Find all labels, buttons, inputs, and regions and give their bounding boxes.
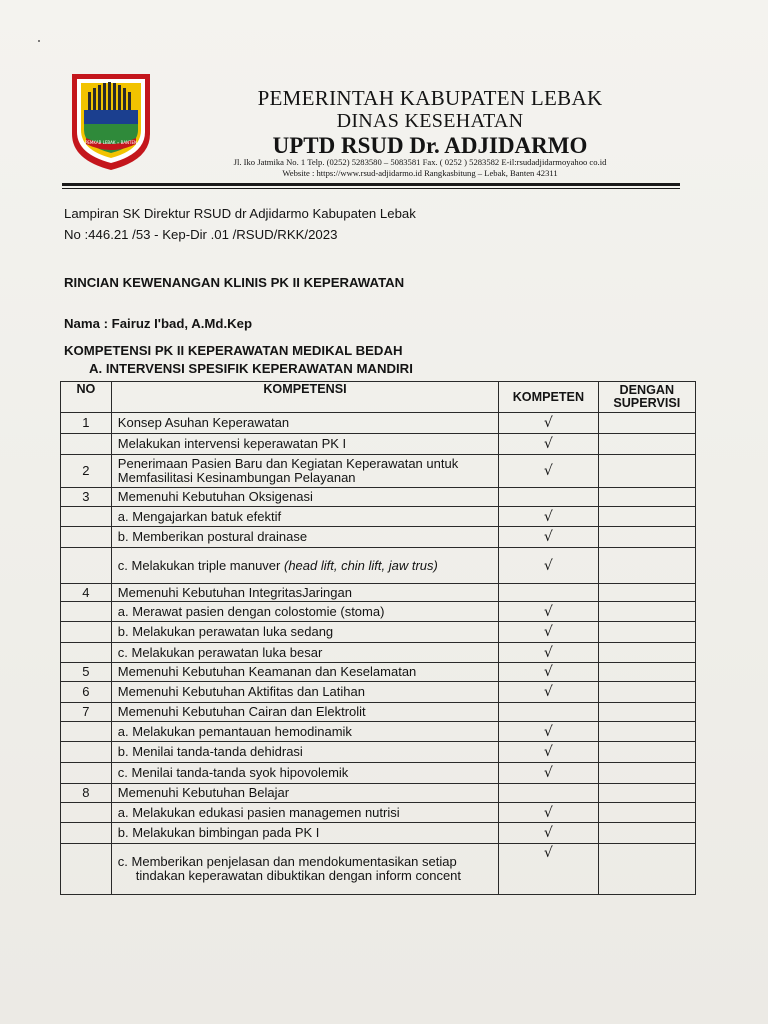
sub-competency-cell — [111, 823, 498, 844]
table-row — [61, 663, 696, 682]
supervisi-cell — [598, 602, 695, 622]
kompeten-check-cell — [499, 584, 598, 602]
kompeten-check-cell: √ — [499, 527, 598, 548]
competency-text — [118, 646, 492, 660]
kompeten-check-cell: √ — [499, 622, 598, 643]
supervisi-cell — [598, 643, 695, 663]
competency-label: b. Melakukan bimbingan pada PK I — [117, 825, 320, 840]
competency-label: c. Melakukan perawatan luka besar — [117, 644, 323, 660]
header-kompetensi: KOMPETENSI — [111, 382, 498, 413]
row-number: 3 — [61, 488, 112, 507]
sub-competency-cell — [111, 507, 498, 527]
section-heading: A. INTERVENSI SPESIFIK KEPERAWATAN MANDIRI — [89, 361, 413, 376]
table-row — [61, 682, 696, 703]
lebak-regency-logo-icon — [66, 68, 156, 172]
letterhead-government: PEMERINTAH KABUPATEN LEBAK — [257, 86, 603, 110]
supervisi-cell — [598, 784, 695, 803]
row-number: 8 — [61, 784, 112, 803]
table-row — [61, 763, 696, 784]
name-line — [64, 316, 252, 331]
competency-text — [118, 585, 352, 600]
table-row — [61, 527, 696, 548]
sub-competency-cell — [111, 742, 498, 763]
supervisi-cell — [598, 803, 695, 823]
row-number: 7 — [61, 703, 112, 722]
competency-italic-note: (head lift, chin lift, jaw trus) — [283, 557, 438, 573]
competency-label: Melakukan intervensi keperawatan PK I — [117, 436, 347, 451]
supervisi-cell — [598, 763, 695, 784]
row-number: 6 — [61, 682, 112, 703]
competency-heading: KOMPETENSI PK II KEPERAWATAN MEDIKAL BEDAH — [64, 343, 403, 358]
competency-text — [118, 704, 366, 719]
competency-label: Memenuhi Kebutuhan Aktifitas dan Latihan — [117, 684, 365, 699]
supervisi-cell — [598, 823, 695, 844]
kompeten-check-cell: √ — [499, 803, 598, 823]
competency-text — [118, 855, 492, 883]
letterhead-divider-thin — [62, 188, 680, 189]
competency-label: b. Melakukan perawatan luka sedang — [117, 624, 334, 639]
competency-label: c. Memberikan penjelasan dan mendokumentasikan setiap tindakan keperawatan dibuktikan dengan inform concent — [117, 854, 462, 883]
kompeten-check-cell: √ — [499, 548, 598, 584]
competency-label: a. Merawat pasien dengan colostomie (stoma) — [117, 603, 385, 619]
supervisi-cell — [598, 507, 695, 527]
competency-text — [118, 489, 313, 504]
competency-cell — [111, 703, 498, 722]
sub-competency-cell — [111, 643, 498, 663]
supervisi-cell — [598, 663, 695, 682]
table-row — [61, 488, 696, 507]
supervisi-cell — [598, 434, 695, 455]
kompeten-check-cell: √ — [499, 844, 598, 895]
supervisi-cell — [598, 488, 695, 507]
letterhead-divider-thick — [62, 183, 680, 186]
competency-cell — [111, 784, 498, 803]
table-row — [61, 507, 696, 527]
kompeten-check-cell: √ — [499, 602, 598, 622]
table-row — [61, 823, 696, 844]
decree-number: No :446.21 /53 - Kep-Dir .01 /RSUD/RKK/2023 — [64, 227, 338, 242]
header-supervisi — [598, 382, 695, 413]
kompeten-check-cell: √ — [499, 643, 598, 663]
row-number — [61, 507, 112, 527]
table-row — [61, 413, 696, 434]
table-row — [61, 742, 696, 763]
competency-cell — [111, 413, 498, 434]
table-row — [61, 584, 696, 602]
table-row — [61, 548, 696, 584]
attachment-line: Lampiran SK Direktur RSUD dr Adjidarmo Kabupaten Lebak — [64, 206, 416, 221]
competency-label: a. Melakukan edukasi pasien managemen nutrisi — [117, 804, 400, 820]
sub-competency-cell — [111, 527, 498, 548]
table-body — [61, 413, 696, 895]
competency-label: Penerimaan Pasien Baru dan Kegiatan Keperawatan untuk Memfasilitasi Kesinambungan Pelayanan — [117, 456, 459, 485]
row-number — [61, 548, 112, 584]
letterhead-website: Website : https://www.rsud-adjidarmo.id Rangkasbitung – Lebak, Banten 42311 — [282, 168, 558, 178]
table-row — [61, 643, 696, 663]
table-row — [61, 622, 696, 643]
competency-label: a. Melakukan pemantauan hemodinamik — [117, 723, 352, 739]
table-row — [61, 703, 696, 722]
row-number — [61, 803, 112, 823]
sub-competency-cell — [111, 763, 498, 784]
kompeten-check-cell — [499, 488, 598, 507]
kompeten-check-cell: √ — [499, 663, 598, 682]
supervisi-cell — [598, 527, 695, 548]
kompeten-check-cell: √ — [499, 434, 598, 455]
row-number — [61, 602, 112, 622]
table-row — [61, 844, 696, 895]
row-number — [61, 763, 112, 784]
table-row — [61, 434, 696, 455]
letterhead-department: DINAS KESEHATAN — [336, 110, 524, 132]
competency-cell — [111, 663, 498, 682]
competency-label: Memenuhi Kebutuhan Oksigenasi — [117, 489, 313, 504]
competency-cell — [111, 682, 498, 703]
competency-label: a. Mengajarkan batuk efektif — [117, 508, 282, 524]
name-label: Nama — [64, 316, 100, 331]
competency-label: c. Melakukan triple manuver — [117, 557, 284, 573]
supervisi-cell — [598, 584, 695, 602]
competency-label: c. Menilai tanda-tanda syok hipovolemik — [117, 765, 349, 780]
competency-cell — [111, 455, 498, 488]
letterhead-address: Jl. Iko Jatmika No. 1 Telp. (0252) 5283580 – 5083581 Fax. ( 0252 ) 5283582 E-il:rsudadjidarmoyahoo co.id — [233, 157, 607, 167]
competency-text — [118, 530, 492, 544]
header-supervisi-line2: SUPERVISI — [613, 396, 681, 410]
sub-competency-cell — [111, 722, 498, 742]
scan-speck — [38, 40, 40, 42]
table-row — [61, 784, 696, 803]
supervisi-cell — [598, 413, 695, 434]
kompeten-check-cell: √ — [499, 722, 598, 742]
competency-label: Memenuhi Kebutuhan IntegritasJaringan — [117, 584, 352, 600]
competency-label: b. Menilai tanda-tanda dehidrasi — [117, 744, 303, 759]
competency-text — [118, 766, 492, 780]
competency-text — [118, 510, 492, 524]
row-number: 5 — [61, 663, 112, 682]
competency-text — [118, 456, 458, 485]
competency-label: Memenuhi Kebutuhan Belajar — [117, 785, 290, 800]
name-value: : Fairuz I'bad, A.Md.Kep — [99, 316, 253, 331]
document-title: RINCIAN KEWENANGAN KLINIS PK II KEPERAWATAN — [64, 275, 405, 290]
letterhead-hospital-name: UPTD RSUD Dr. ADJIDARMO — [272, 133, 588, 158]
sub-competency-cell — [111, 602, 498, 622]
competency-text — [118, 415, 289, 430]
row-number: 4 — [61, 584, 112, 602]
header-no: NO — [61, 382, 112, 413]
kompeten-check-cell: √ — [499, 823, 598, 844]
sub-competency-cell — [111, 844, 498, 895]
sub-competency-cell — [111, 622, 498, 643]
competency-cell — [111, 584, 498, 602]
kompeten-check-cell: √ — [499, 413, 598, 434]
competency-label: Memenuhi Kebutuhan Keamanan dan Keselamatan — [117, 664, 417, 679]
kompeten-check-cell: √ — [499, 507, 598, 527]
row-number: 1 — [61, 413, 112, 434]
kompeten-check-cell: √ — [499, 682, 598, 703]
supervisi-cell — [598, 844, 695, 895]
row-number — [61, 742, 112, 763]
supervisi-cell — [598, 682, 695, 703]
svg-text:PEMKAB LEBAK ∙ BANTEN: PEMKAB LEBAK ∙ BANTEN — [84, 140, 138, 145]
supervisi-cell — [598, 548, 695, 584]
competency-text — [118, 625, 492, 639]
row-number — [61, 622, 112, 643]
sub-competency-cell — [111, 803, 498, 823]
row-number — [61, 844, 112, 895]
supervisi-cell — [598, 455, 695, 488]
competency-text — [118, 436, 346, 451]
table-row — [61, 602, 696, 622]
competency-label: Konsep Asuhan Keperawatan — [117, 415, 290, 430]
competency-text — [118, 745, 492, 759]
table-header-row — [61, 382, 696, 413]
kompeten-check-cell: √ — [499, 763, 598, 784]
competency-text — [118, 605, 492, 619]
table-row — [61, 803, 696, 823]
competency-table — [60, 381, 696, 895]
row-number — [61, 643, 112, 663]
table-row — [61, 455, 696, 488]
kompeten-check-cell: √ — [499, 742, 598, 763]
competency-text — [118, 826, 492, 840]
header-kompeten: KOMPETEN — [499, 382, 598, 413]
row-number — [61, 434, 112, 455]
supervisi-cell — [598, 703, 695, 722]
competency-text — [118, 664, 417, 679]
row-number — [61, 823, 112, 844]
row-number: 2 — [61, 455, 112, 488]
kompeten-check-cell — [499, 703, 598, 722]
supervisi-cell — [598, 742, 695, 763]
supervisi-cell — [598, 722, 695, 742]
competency-cell — [111, 434, 498, 455]
row-number — [61, 722, 112, 742]
competency-text — [118, 725, 492, 739]
competency-text — [118, 806, 492, 820]
competency-text — [118, 785, 289, 800]
table-row — [61, 722, 696, 742]
supervisi-cell — [598, 622, 695, 643]
competency-text — [118, 684, 365, 699]
kompeten-check-cell: √ — [499, 455, 598, 488]
competency-text — [118, 559, 492, 573]
sub-competency-cell — [111, 548, 498, 584]
header-supervisi-line1: DENGAN — [619, 383, 675, 397]
row-number — [61, 527, 112, 548]
kompeten-check-cell — [499, 784, 598, 803]
competency-label: Memenuhi Kebutuhan Cairan dan Elektrolit — [117, 704, 366, 719]
competency-cell — [111, 488, 498, 507]
competency-label: b. Memberikan postural drainase — [117, 529, 308, 544]
